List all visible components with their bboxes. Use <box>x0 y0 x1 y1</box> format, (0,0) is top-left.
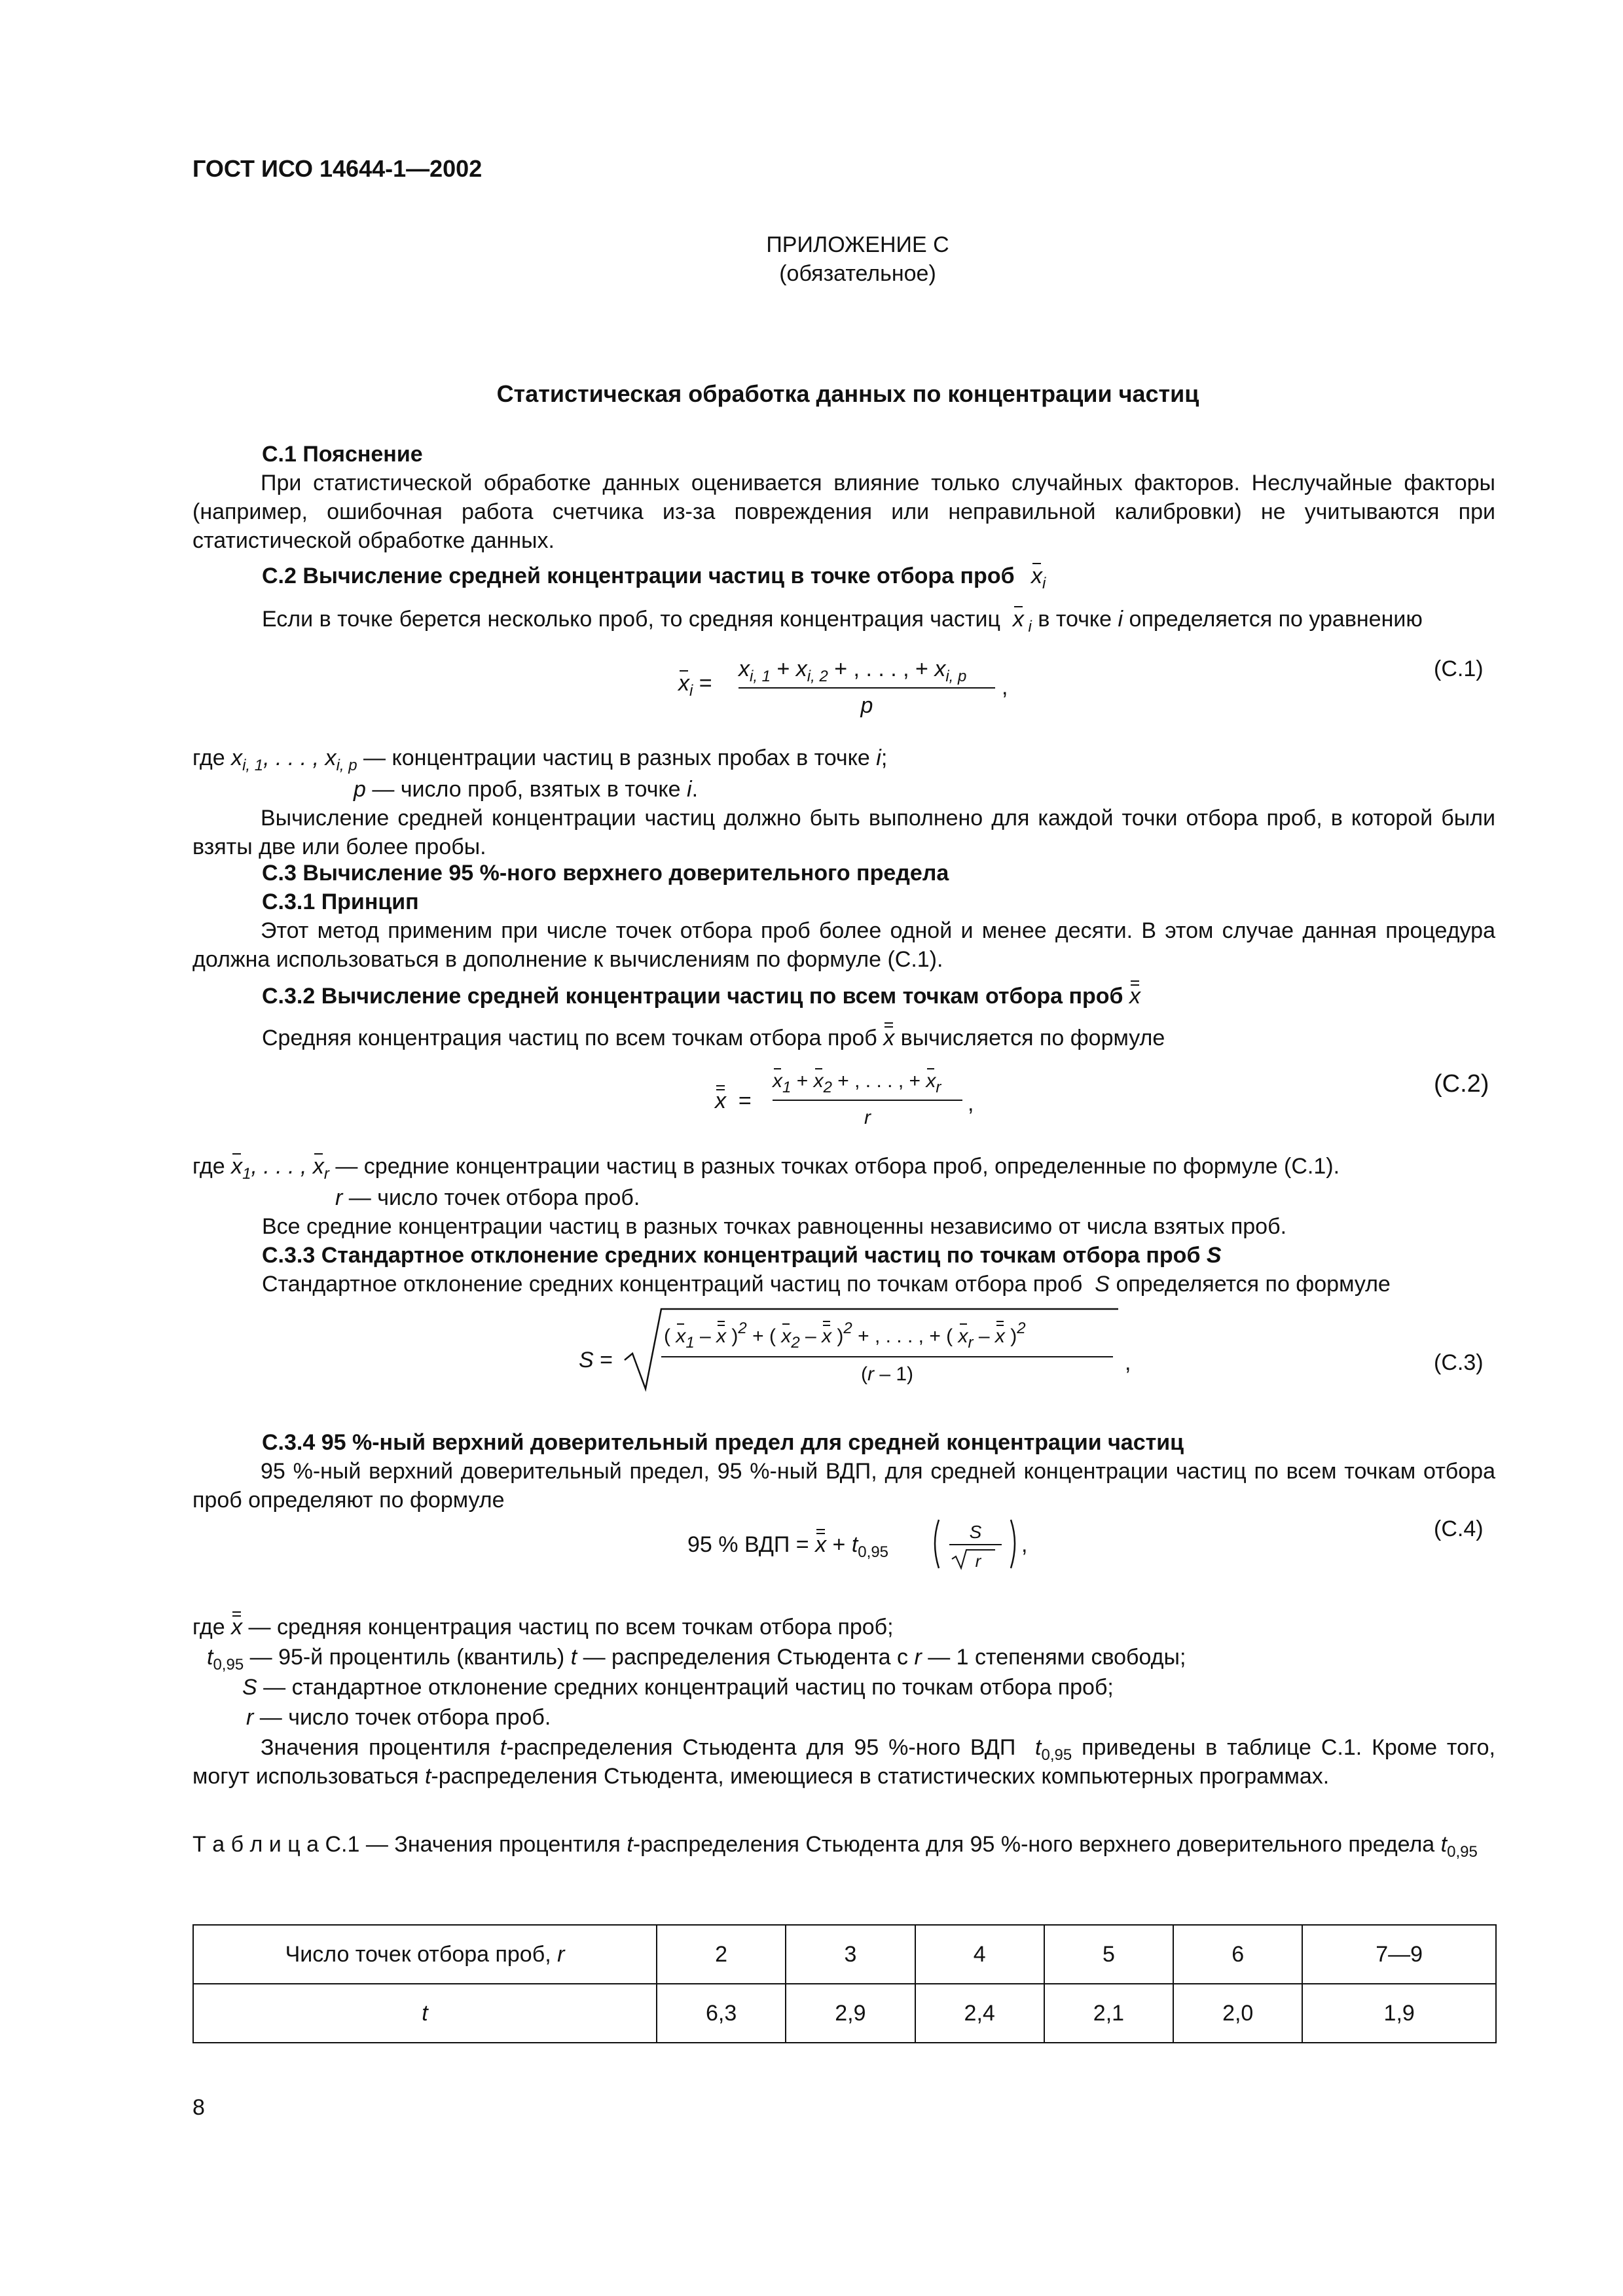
c32-intro <box>262 1024 1165 1052</box>
c2-where-1b: — концентрации частиц в разных пробах в точке <box>363 745 870 770</box>
c34-where-2: $t_{0,95}$ — 95-й процентиль (квантиль) t — распределения Стьюдента с r — 1 степенями свободы; <box>207 1645 1186 1674</box>
r-cell: 3 <box>786 1925 915 1984</box>
c34-where-4-sym: r <box>246 1705 254 1730</box>
c32-where-2 <box>335 1183 640 1212</box>
c1-heading: С.1 Пояснение <box>262 442 423 467</box>
c2-formula-comma: , <box>968 1091 974 1116</box>
c34-where-3-text: — стандартное отклонение средних концентраций частиц по точкам отбора проб; <box>263 1675 1114 1700</box>
t-distribution-table <box>192 1924 1497 2043</box>
c34-where-1-sym: x <box>231 1615 242 1640</box>
c2-text: Вычисление средней концентрации частиц должно быть выполнено для каждой точки отбора проб, в которой были взяты две или более пробы. <box>192 806 1495 859</box>
c2-intro <box>262 605 1423 634</box>
row1-header-sym: r <box>557 1941 565 1967</box>
c2-formula-fraction-line <box>773 1100 962 1101</box>
c34-where-2b: — распределения Стьюдента с <box>583 1645 908 1670</box>
c2-where-2-text: — число проб, взятых в точке <box>372 777 681 802</box>
c32-text: Все средние концентрации частиц в разных точках равноценны независимо от числа взятых проб. <box>262 1214 1287 1239</box>
c3-formula-lhs: S = <box>579 1348 613 1372</box>
c34-where-3 <box>242 1673 1114 1702</box>
c34-where-1: где x — средняя концентрация частиц по всем точкам отбора проб; <box>192 1613 894 1641</box>
c32-heading <box>262 982 1140 1011</box>
c32-heading-sym: x <box>1129 984 1140 1009</box>
c33-intro-sym: S <box>1088 1272 1110 1297</box>
c34-where-3-sym: S <box>242 1675 257 1700</box>
c1-formula-number: (С.1) <box>1434 656 1484 681</box>
c33-intro-b: определяется по формуле <box>1116 1272 1391 1297</box>
t-cell: 2,9 <box>786 1984 915 2043</box>
c34-where-1-text: — средняя концентрация частиц по всем точкам отбора проб; <box>248 1615 894 1640</box>
c3-heading: С.3 Вычисление 95 %-ного верхнего доверительного предела <box>262 861 949 886</box>
c2-intro-b: в точке <box>1038 607 1112 632</box>
c32-heading-text: С.3.2 Вычисление средней концентрации частиц по всем точкам отбора проб <box>262 984 1123 1009</box>
t-cell: 1,9 <box>1302 1984 1496 2043</box>
c4-formula-comma: , <box>1021 1532 1028 1557</box>
r-cell: 6 <box>1173 1925 1302 1984</box>
c34-values: Значения процентиля t-распределения Стьюдента для 95 %-ного ВДП $t_{0,95}$ приведены в таблице С.1. Кроме того, могут использоваться t-распределения Стьюдента, имеющиеся в статистических компьютерных программах. <box>192 1735 1495 1789</box>
c32-where-1-sym: $x_1$, . . . , $x_r$ <box>231 1154 329 1179</box>
c2-heading-text: С.2 Вычисление средней концентрации частиц в точке отбора проб <box>262 564 1015 588</box>
row1-header-text: Число точек отбора проб, <box>285 1941 551 1967</box>
c34-where-4-text: — число точек отбора проб. <box>259 1705 551 1730</box>
c1-formula-lhs: $x_i$ = <box>678 669 712 698</box>
c2-where-1a: где <box>192 745 225 770</box>
doc-code: ГОСТ ИСО 14644-1—2002 <box>192 155 483 182</box>
c33-intro-a: Стандартное отклонение средних концентраций частиц по точкам отбора проб <box>262 1272 1083 1297</box>
c33-heading <box>262 1241 1222 1270</box>
t-cell: 2,1 <box>1044 1984 1173 2043</box>
c2-where-1-i: i <box>869 745 881 770</box>
c32-intro-b: вычисляется по формуле <box>900 1026 1165 1050</box>
page-number: 8 <box>192 2095 205 2120</box>
appendix-title: ПРИЛОЖЕНИЕ С <box>766 232 949 257</box>
table-caption-a: С.1 — Значения процентиля <box>325 1832 621 1857</box>
c34-text: 95 %-ный верхний доверительный предел, 95 %-ный ВДП, для средней концентрации частиц по всем точкам отбора проб определяют по формуле <box>192 1459 1495 1513</box>
c34-where-2c: — 1 степенями свободы; <box>928 1645 1186 1670</box>
svg-text:S: S <box>969 1522 982 1542</box>
c32-intro-a: Средняя концентрация частиц по всем точкам отбора проб <box>262 1026 877 1050</box>
c2-intro-a: Если в точке берется несколько проб, то средняя концентрация частиц <box>262 607 1000 632</box>
c2-intro-c: определяется по уравнению <box>1129 607 1423 632</box>
t-cell: 2,4 <box>915 1984 1044 2043</box>
c34-values-a: Значения процентиля <box>261 1735 490 1760</box>
r-cell: 5 <box>1044 1925 1173 1984</box>
row2-header: t <box>193 1984 657 2043</box>
t-cell: 6,3 <box>657 1984 786 2043</box>
c3-formula-number: (С.3) <box>1434 1350 1484 1375</box>
table-caption-b: -распределения Стьюдента для 95 %-ного верхнего доверительного предела <box>632 1832 1435 1857</box>
c3-formula-numerator: ( $x_1$ – x )$^2$ + ( $x_2$ – x )$^2$ + , . . . , + ( $x_r$ – x )$^2$ <box>664 1319 1026 1352</box>
c32-where-2-text: — число точек отбора проб. <box>348 1185 640 1210</box>
c2-where-1: где $x_{i, 1}$, . . . , $x_{i, p}$ — концентрации частиц в разных пробах в точке i; <box>192 745 888 774</box>
c34-values-t2: t <box>424 1764 431 1789</box>
c3-formula-denominator: (r – 1) <box>860 1363 914 1385</box>
c34-values-t095: t <box>1025 1735 1042 1760</box>
c4-formula-x: x <box>815 1532 826 1557</box>
c4-formula-fraction <box>930 1516 1021 1575</box>
c32-where-1a: где <box>192 1154 225 1179</box>
c34-values-t: t <box>500 1735 507 1760</box>
c2-formula-number: (С.2) <box>1434 1070 1489 1098</box>
c4-formula-number: (С.4) <box>1434 1516 1484 1541</box>
c33-intro <box>262 1270 1391 1299</box>
table-caption-t095: t <box>1440 1832 1448 1857</box>
table-row <box>193 1984 1496 2043</box>
c34-heading: С.3.4 95 %-ный верхний доверительный предел для средней концентрации частиц <box>262 1430 1184 1455</box>
c3-formula-comma: , <box>1125 1350 1131 1375</box>
r-cell: 7—9 <box>1302 1925 1496 1984</box>
appendix-status: (обязательное) <box>779 261 936 286</box>
r-cell: 2 <box>657 1925 786 1984</box>
main-title: Статистическая обработка данных по концентрации частиц <box>496 380 1199 407</box>
c1-formula-denominator: p <box>860 693 873 718</box>
c2-where-1-sym: $x_{i, 1}$, . . . , $x_{i, p}$ <box>231 745 357 774</box>
c33-heading-text: С.3.3 Стандартное отклонение средних концентраций частиц по точкам отбора проб <box>262 1243 1201 1268</box>
c34-where-2a: — 95-й процентиль (квантиль) <box>249 1645 565 1670</box>
c3-formula-fraction-line <box>661 1356 1113 1357</box>
c34-where-2-sym: t <box>207 1645 213 1670</box>
c33-heading-sym: S <box>1206 1243 1222 1268</box>
c32-where-1b: — средние концентрации частиц в разных точках отбора проб, определенные по формуле (С.1). <box>335 1154 1340 1179</box>
c31-heading: С.3.1 Принцип <box>262 889 419 914</box>
c31-text: Этот метод применим при числе точек отбора проб более одной и менее десяти. В этом случае данная процедура должна использоваться в дополнение к вычислениям по формуле (С.1). <box>192 918 1495 972</box>
c2-where-2-i: i <box>680 777 692 802</box>
c2-intro-i: i <box>1118 607 1123 632</box>
c4-formula-t: t <box>851 1532 858 1557</box>
r-cell: 4 <box>915 1925 1044 1984</box>
t-cell: 2,0 <box>1173 1984 1302 2043</box>
svg-text:r: r <box>975 1551 981 1571</box>
c1-text: При статистической обработке данных оценивается влияние только случайных факторов. Неслучайные факторы (например, ошибочная работа счетчика из-за повреждения или неправильной калибровки) не учитываются при статистической обработке данных. <box>192 471 1495 553</box>
c32-intro-sym: x <box>883 1026 894 1050</box>
c34-values-b: -распределения Стьюдента для 95 %-ного ВДП <box>506 1735 1016 1760</box>
c2-formula-numerator: $x_1 + x_2$ + , . . . , + $x_r$ <box>773 1067 941 1096</box>
c2-heading-symbol: $x_i$ <box>1031 564 1046 588</box>
c34-where-2-t: t <box>570 1645 577 1670</box>
table-row <box>193 1925 1496 1984</box>
c4-formula: 95 % ВДП = $x + t_{0,95}$ <box>687 1530 888 1559</box>
c32-where-2-sym: r <box>335 1185 343 1210</box>
c34-values-d: -распределения Стьюдента, имеющиеся в статистических компьютерных программах. <box>431 1764 1330 1789</box>
c1-formula-fraction-line <box>739 687 995 689</box>
table-caption-label: Т а б л и ц а <box>192 1832 319 1857</box>
c4-formula-lhs: 95 % ВДП = <box>687 1532 809 1557</box>
c34-values-c: приведены в таблице С.1. Кроме того, могут использоваться <box>192 1735 1495 1789</box>
c2-heading <box>262 562 1046 590</box>
c2-where-2-sym: p <box>354 777 366 802</box>
c1-formula-numerator: $x_{i, 1} + x_{i, 2}$ + , . . . , + $x_{i, p}$ <box>739 656 967 685</box>
c1-formula-comma: , <box>1002 675 1008 700</box>
c34-where-4 <box>246 1703 551 1732</box>
c2-where-2: p — число проб, взятых в точке i. <box>354 777 699 802</box>
c2-intro-sym: x $_i$ <box>1006 607 1031 632</box>
c34-where-2-r: r <box>914 1645 922 1670</box>
table-caption: Т а б л и ц а С.1 — Значения процентиля t-распределения Стьюдента для 95 %-ного верхнего доверительного предела $t_{0,95}$ <box>192 1832 1478 1861</box>
c32-where-1 <box>192 1152 1340 1181</box>
c2-formula-lhs: x = <box>715 1086 752 1115</box>
c2-formula-denominator: r <box>864 1107 871 1128</box>
table-caption-t: t <box>627 1832 633 1857</box>
row1-header <box>193 1925 657 1984</box>
